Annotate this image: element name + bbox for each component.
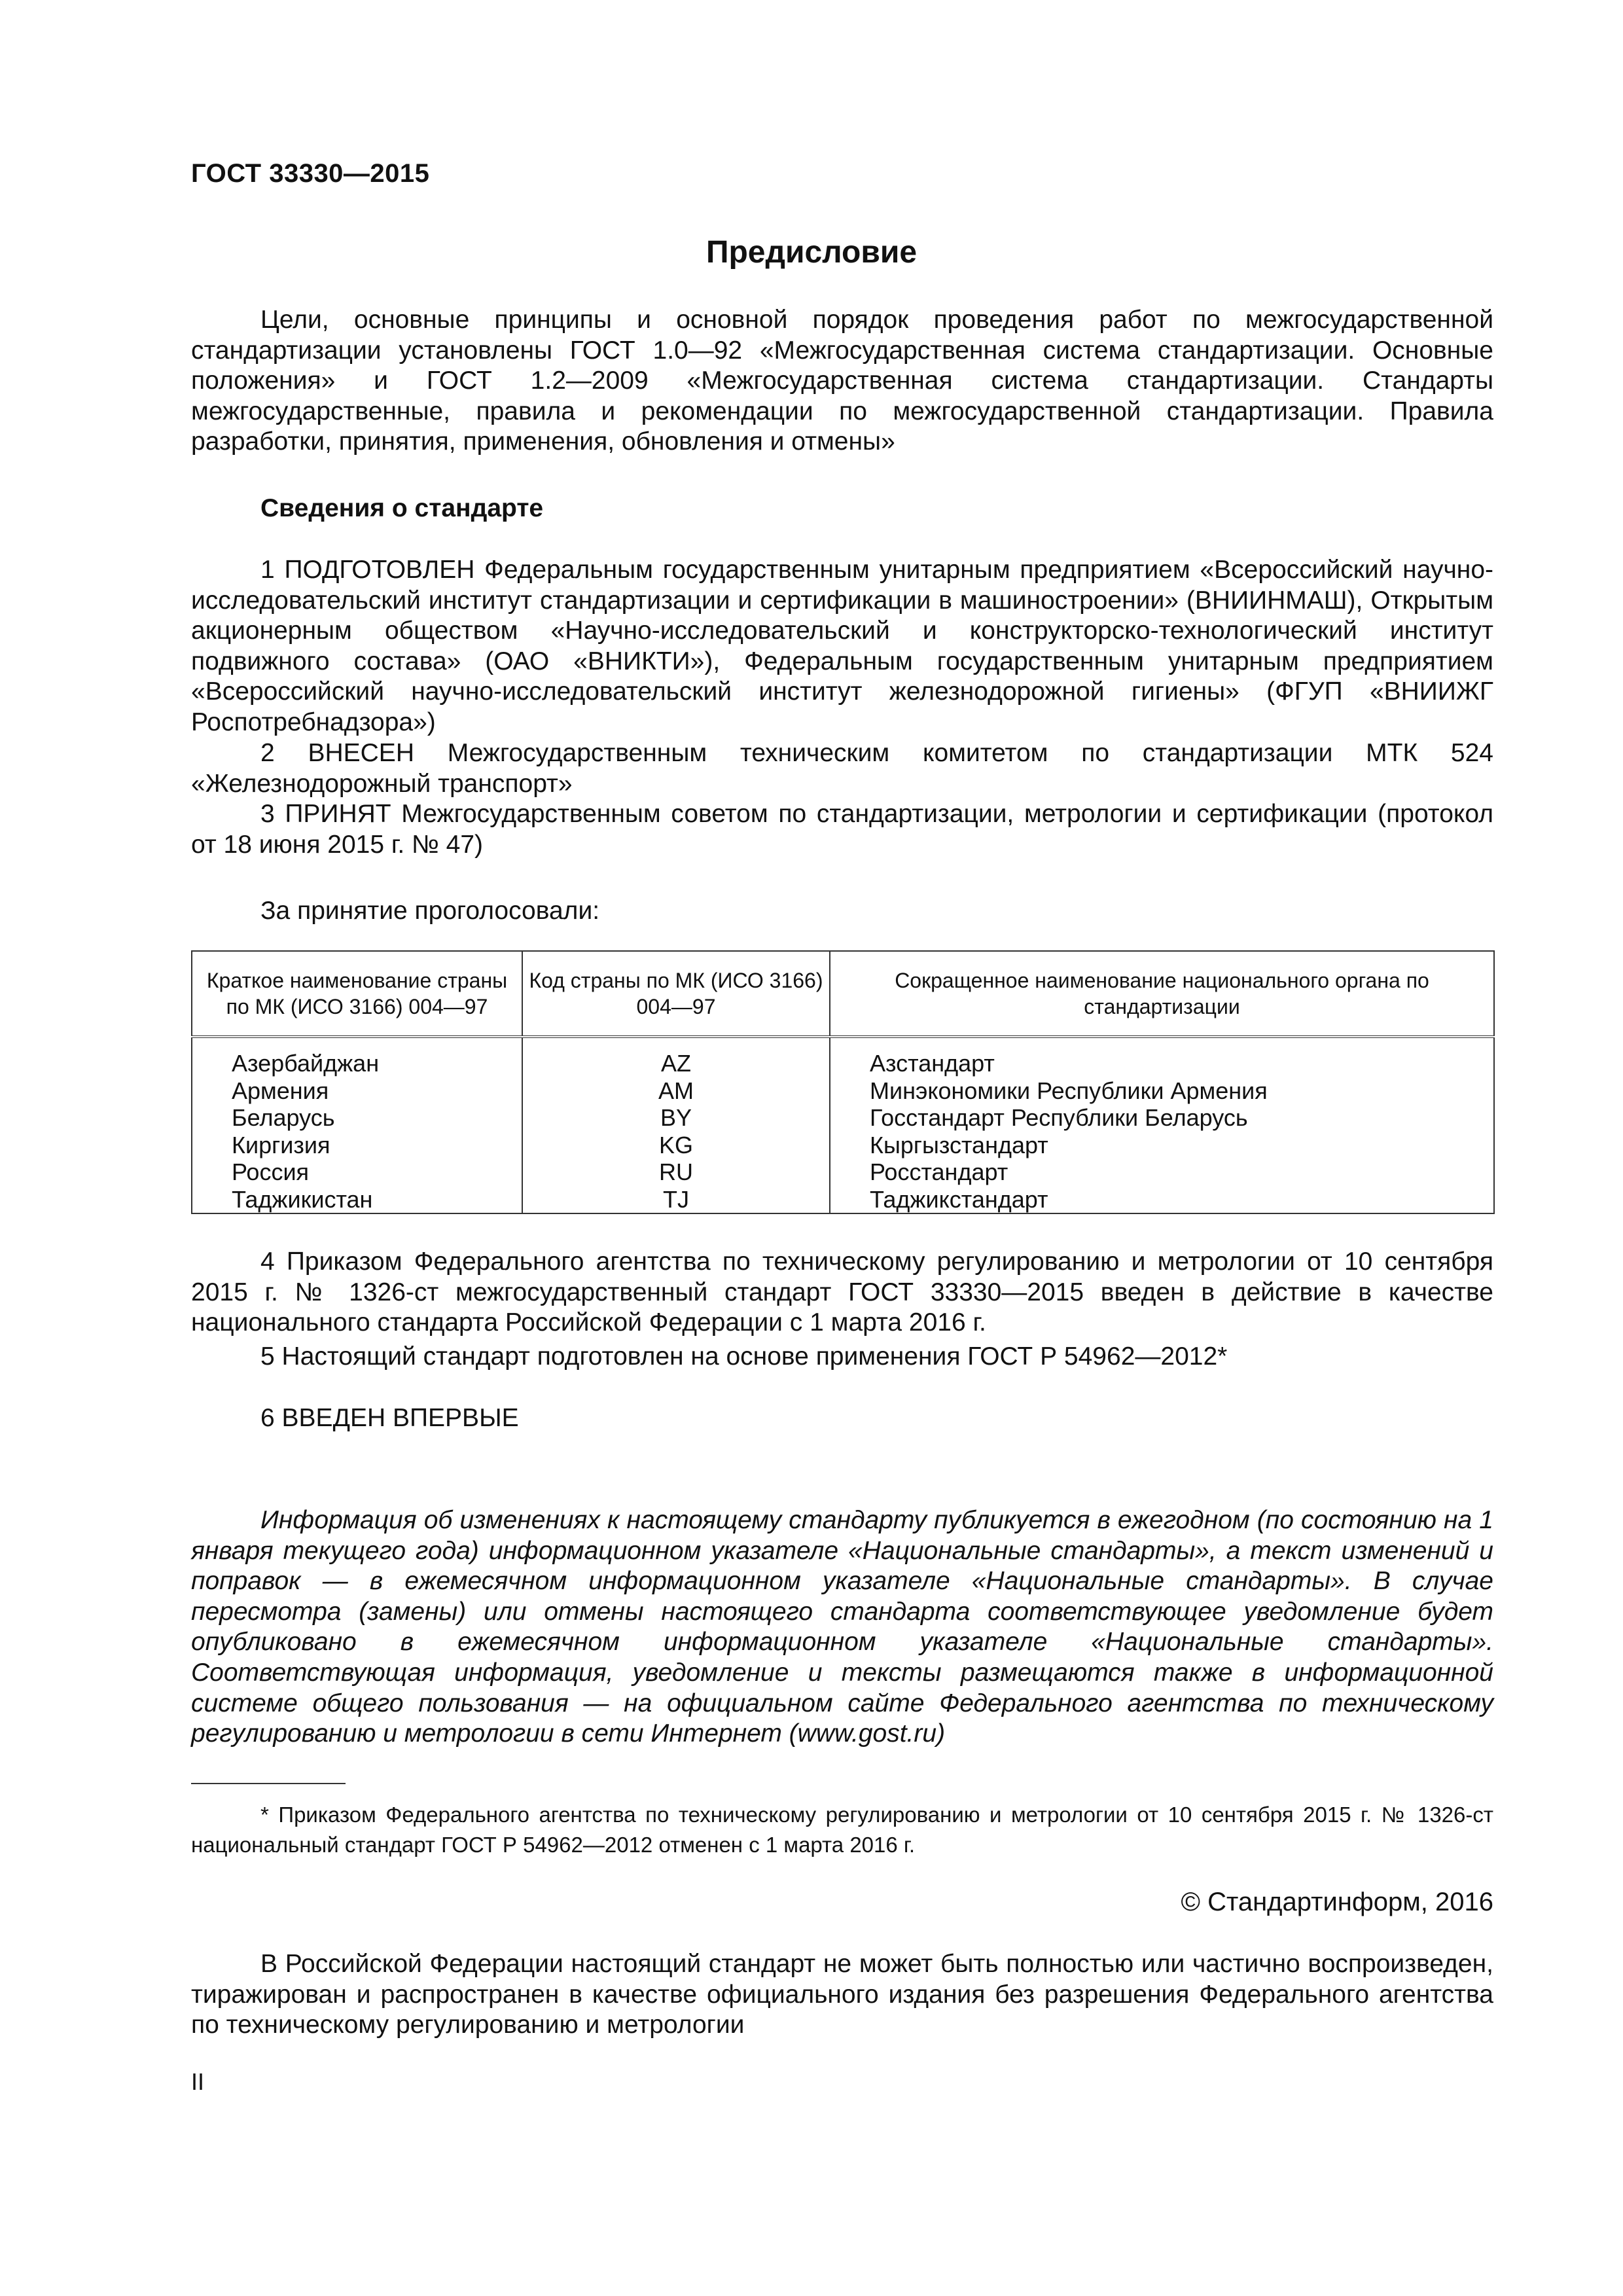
info-item-1: 1 ПОДГОТОВЛЕН Федеральным государственным унитарным предприятием «Всероссийский научно-исследовательский институт стандартизации и сертификации в машиностроении» (ВНИИНМАШ), Открытым акционерным обществом «Научно-исследовательский и конструкторско-технологический институт подвижного состава» (ОАО «ВНИКТИ»), Федеральным государственным унитарным предприятием «Всероссийский научно-исследовательский институт железнодорожной гигиены» (ФГУП «ВНИИЖГ Роспотребнадзора») xyxy=(191,556,1493,736)
info-item-6: 6 ВВЕДЕН ВПЕРВЫЕ xyxy=(260,1404,519,1432)
table-cell-code: TJ xyxy=(663,1185,689,1213)
vote-label: За принятие проголосовали: xyxy=(260,897,600,925)
table-header-country: Краткое наименование страны по МК (ИСО 3166) 004—97 xyxy=(192,951,522,1037)
changes-info-notice: Информация об изменениях к настоящему стандарту публикуется в ежегодном (по состоянию на 1 января текущего года) информационном указателе «Национальные стандарты», а текст изменений и поправок — в ежемесячном информационном указателе «Национальные стандарты». В случае пересмотра (замены) или отмены настоящего стандарта соответствующее уведомление будет опубликовано в ежемесячном информационном указателе «Национальные стандарты». Соответствующая информация, уведомление и тексты размещаются также в информационной системе общего пользования — на официальном сайте Федерального агентства по техническому регулированию и метрологии в сети Интернет (www.gost.ru) xyxy=(191,1506,1493,1748)
table-cell-body: Азстандарт xyxy=(870,1050,995,1077)
table-cell-body: Кыргызстандарт xyxy=(870,1131,1048,1158)
table-header-row xyxy=(192,951,1494,1037)
table-cell-body: Росстандарт xyxy=(870,1158,1008,1185)
table-cell-code: KG xyxy=(658,1131,693,1158)
table-header-code: Код страны по МК (ИСО 3166) 004—97 xyxy=(522,951,830,1037)
preface-intro-paragraph: Цели, основные принципы и основной порядок проведения работ по межгосударственной стандартизации установлены ГОСТ 1.0—92 «Межгосударственная система стандартизации. Основные положения» и ГОСТ 1.2—2009 «Межгосударственная система стандартизации. Стандарты межгосударственные, правила и рекомендации по межгосударственной стандартизации. Правила разработки, принятия, применения, обновления и отмены» xyxy=(191,306,1493,456)
info-item-3: 3 ПРИНЯТ Межгосударственным советом по стандартизации, метрологии и сертификации (протокол от 18 июня 2015 г. № 47) xyxy=(191,800,1493,859)
body-column xyxy=(830,1037,1494,1213)
standard-info-heading: Сведения о стандарте xyxy=(260,494,544,522)
preface-title: Предисловие xyxy=(705,235,918,270)
table-cell-country: Киргизия xyxy=(232,1131,330,1158)
table-cell-country: Беларусь xyxy=(232,1104,335,1131)
table-cell-body: Минэкономики Республики Армения xyxy=(870,1077,1268,1104)
info-item-5: 5 Настоящий стандарт подготовлен на основе применения ГОСТ Р 54962—2012* xyxy=(260,1342,1228,1371)
table-cell-country: Азербайджан xyxy=(232,1050,380,1077)
info-item-2: 2 ВНЕСЕН Межгосударственным техническим комитетом по стандартизации МТК 524 «Железнодорожный транспорт» xyxy=(191,739,1493,798)
table-cell-code: AM xyxy=(658,1077,694,1104)
document-id-header: ГОСТ 33330—2015 xyxy=(191,159,430,188)
footnote-text: * Приказом Федерального агентства по техническому регулированию и метрологии от 10 сентября 2015 г. № 1326-ст национальный стандарт ГОСТ Р 54962—2012 отменен с 1 марта 2016 г. xyxy=(191,1803,1493,1857)
voting-members-table xyxy=(191,950,1495,1214)
copyright-line: © Стандартинформ, 2016 xyxy=(1181,1888,1493,1916)
info-item-4: 4 Приказом Федерального агентства по техническому регулированию и метрологии от 10 сентября 2015 г. № 1326-ст межгосударственный стандарт ГОСТ 33330—2015 введен в действие в качестве национального стандарта Российской Федерации с 1 марта 2016 г. xyxy=(191,1247,1493,1337)
table-cell-code: RU xyxy=(659,1158,693,1185)
table-cell-country: Армения xyxy=(232,1077,329,1104)
table-cell-body: Таджикстандарт xyxy=(870,1185,1048,1213)
table-cell-country: Россия xyxy=(232,1158,310,1185)
legal-notice: В Российской Федерации настоящий стандарт не может быть полностью или частично воспроизведен, тиражирован и распространен в качестве официального издания без разрешения Федерального агентства по техническому регулированию и метрологии xyxy=(191,1950,1493,2039)
country-column xyxy=(192,1037,522,1213)
table-cell-country: Таджикистан xyxy=(232,1185,373,1213)
code-column xyxy=(522,1037,830,1213)
page-number: II xyxy=(191,2068,205,2095)
table-body-row xyxy=(192,1037,1494,1213)
table-header-body: Сокращенное наименование национального органа по стандартизации xyxy=(830,951,1494,1037)
table-cell-body: Госстандарт Республики Беларусь xyxy=(870,1104,1248,1131)
footnote-divider xyxy=(191,1783,346,1784)
table-cell-code: BY xyxy=(660,1104,692,1131)
table-cell-code: AZ xyxy=(660,1050,691,1077)
